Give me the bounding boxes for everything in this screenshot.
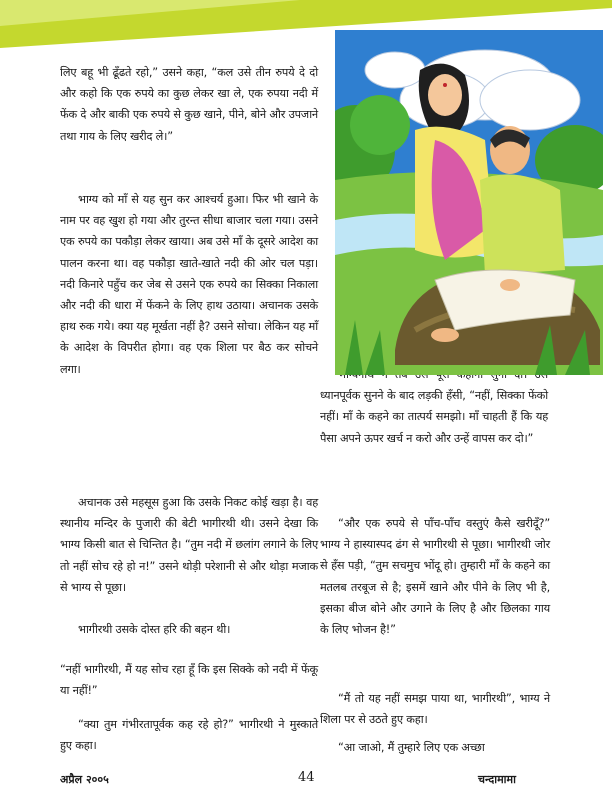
story-paragraph-4: भागीरथी उसके दोस्त हरि की बहन थी। xyxy=(78,623,231,636)
story-paragraph-2: भाग्य को माँ से यह सुन कर आश्चर्य हुआ। फिर भी खाने के नाम पर वह खुश हो गया और तुरन्त सीधा बाजार चला गया। उसने एक रुपये का पकौड़ा लेकर खाया। अब उसे माँ के दूसरे आदेश का पालन करना था। वह पकौड़ा खाते-खाते नदी की ओर चल पड़ा। नदी किनारे पहुँच कर जेब से उसने एक रुपये का सिक्का निकाला और नदी की धारा में फेंकने के लिए हाथ उठाया। अचानक उसके हाथ रुक गये। क्या यह मूर्खता नहीं है? उसने सोचा। लेकिन यह माँ के आदेश के विपरीत होगा। वह एक शिला पर बैठ कर सोचने लगा। xyxy=(60,193,318,376)
story-paragraph-10: “आ जाओ, मैं तुम्हारे लिए एक अच्छा xyxy=(338,741,485,754)
story-paragraph-8: “और एक रुपये से पाँच-पाँच वस्तुएं कैसे खरीदूँ?” भाग्य ने हास्यास्पद ढंग से भागीरथी से पूछा। भागीरथी जोर से हँस पड़ी, “तुम सचमुच भोंदू हो। तुम्हारी माँ के कहने का मतलब तरबूज से है; इसमें खाने और पीने के लिए भी है, इसका बीज बोने और उगाने के लिए है और छिलका गाय के लिए भोजन है!” xyxy=(320,517,550,637)
story-paragraph-7: ध्यानपूर्वक सुनने के बाद लड़की हँसी, “नहीं, सिक्का फेंको नहीं। माँ के कहने का तात्पर्य समझो। माँ चाहती हैं कि यह पैसा अपने ऊपर खर्च न करो और उन्हें वापस कर दो।” xyxy=(320,389,548,445)
footer-issue-date: अप्रैल २००५ xyxy=(60,773,109,786)
story-paragraph-5: “नहीं भागीरथी, मैं यह सोच रहा हूँ कि इस सिक्के को नदी में फेंकू या नहीं!” xyxy=(60,663,318,698)
magazine-name: चन्दामामा xyxy=(478,773,516,786)
page-number: 44 xyxy=(298,770,315,785)
story-illustration xyxy=(335,30,603,375)
story-paragraph-9: “मैं तो यह नहीं समझ पाया था, भागीरथी”, भाग्य ने शिला पर से उठते हुए कहा। xyxy=(320,692,550,727)
story-paragraph-3: अचानक उसे महसूस हुआ कि उसके निकट कोई खड़ा है। वह स्थानीय मन्दिर के पुजारी की बेटी भागीरथी थी। उसने देखा कि भाग्य किसी बात से चिन्तित है। “तुम नदी में छलांग लगाने के लिए तो नहीं सोच रहे हो न!” उसने थोड़ी परेशानी से और थोड़ा मजाक से भाग्य से पूछा। xyxy=(60,496,318,594)
story-paragraph-6: “क्या तुम गंभीरतापूर्वक कह रहे हो?” भागीरथी ने मुस्काते हुए कहा। xyxy=(60,718,318,753)
story-paragraph-1: लिए बहू भी ढूँढते रहो,” उसने कहा, “कल उसे तीन रुपये दे दो और कहो कि एक रुपये का कुछ लेकर खा ले, एक रुपया नदी में फेंक दे और बाकी एक रुपये से कुछ खाने, पीने, बोने और उपजाने तथा गाय के लिए खरीद ले।” xyxy=(60,66,318,143)
